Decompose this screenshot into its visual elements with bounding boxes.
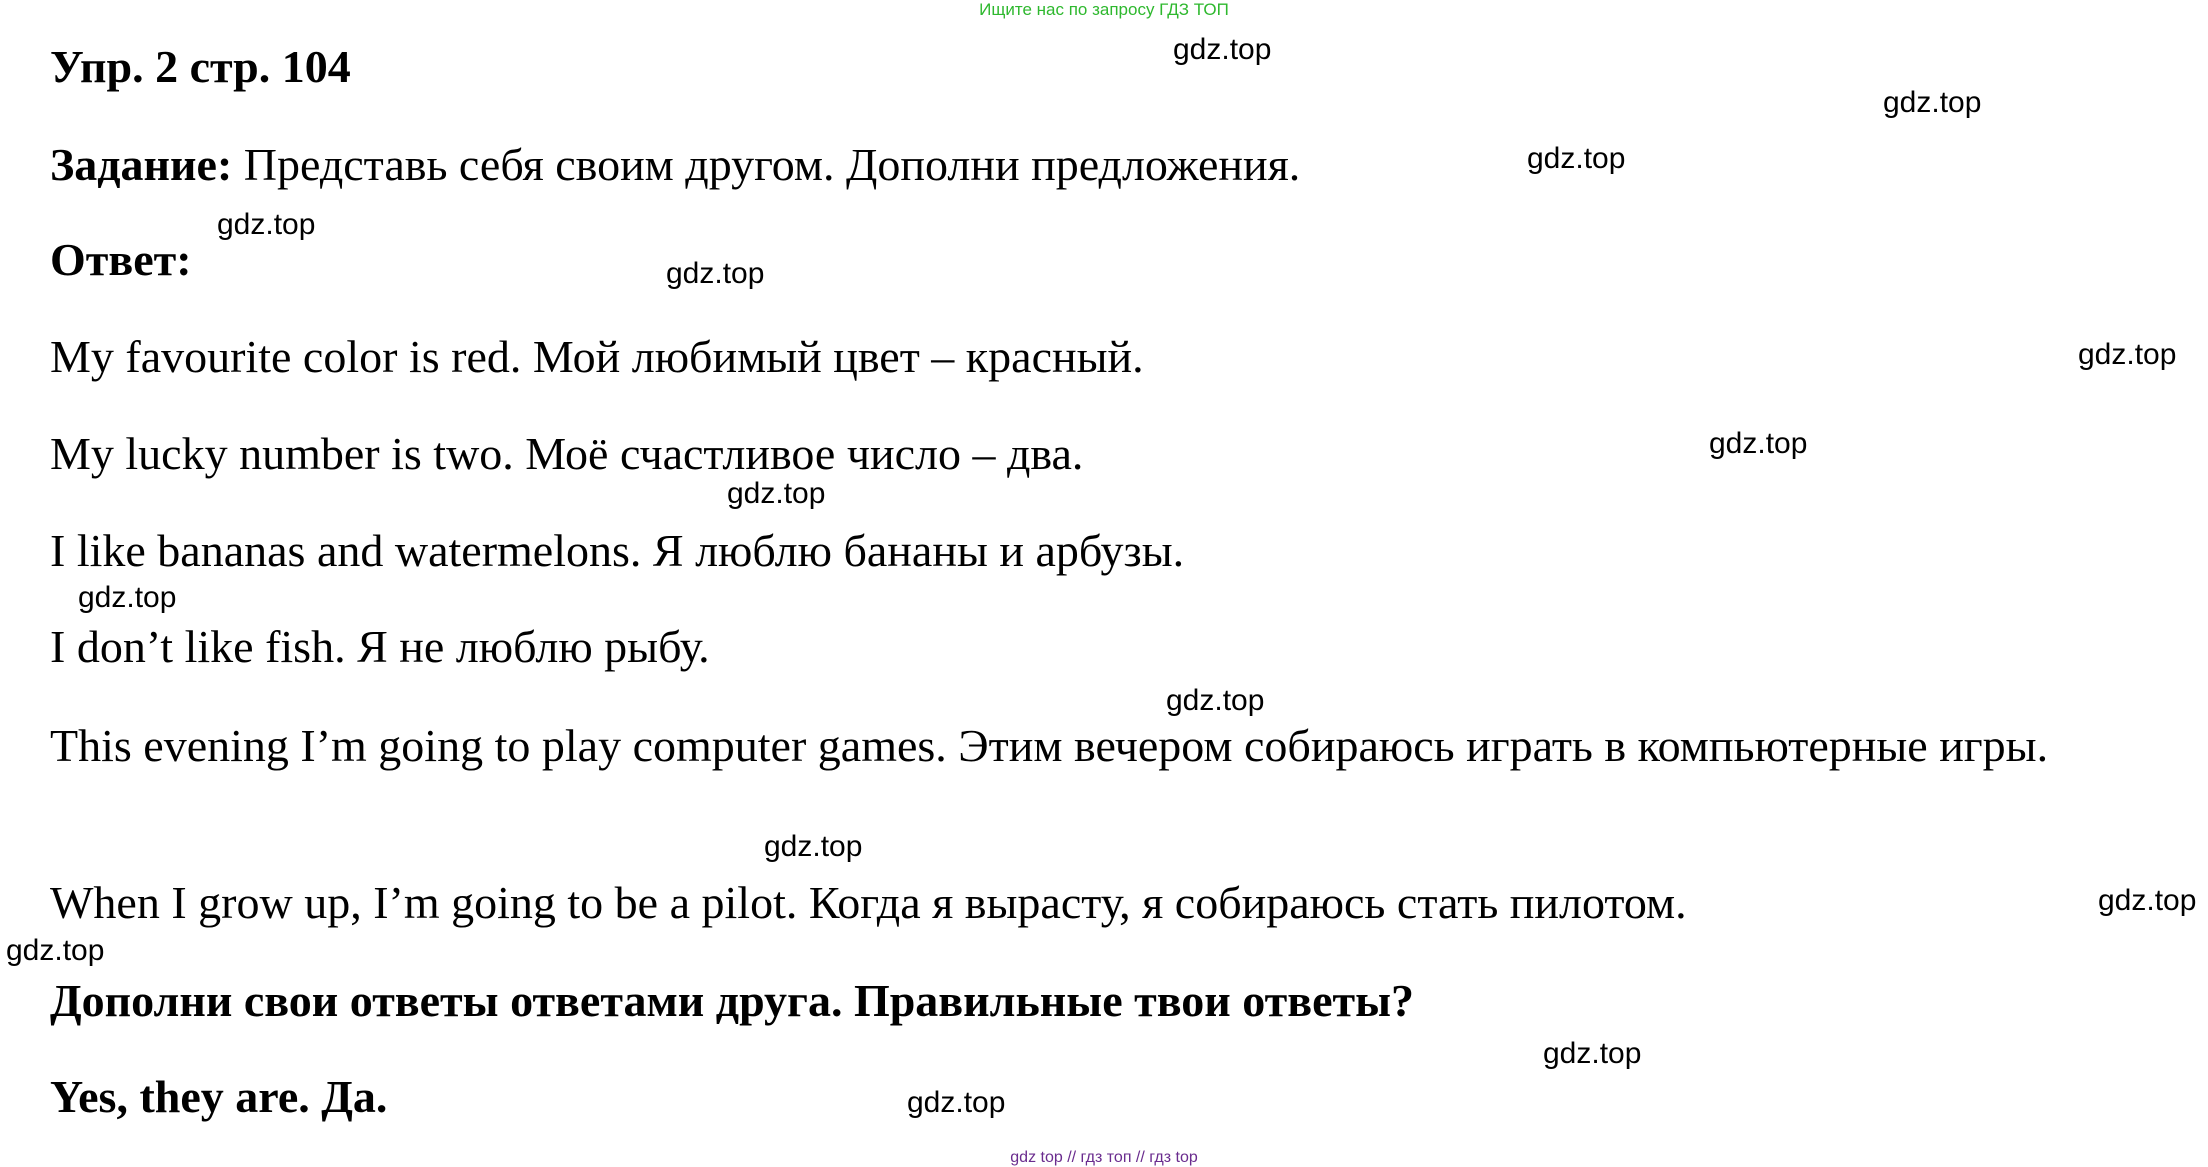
final-answer: Yes, they are. Да.	[50, 1071, 388, 1122]
sentence-5: This evening I’m going to play computer games. Этим вечером собираюсь играть в компьютерные игры.	[50, 720, 2049, 771]
footer: gdz top // гдз топ // гдз top	[1010, 1149, 1198, 1166]
watermark: gdz.top	[1543, 1037, 1642, 1070]
question: Дополни свои ответы ответами друга. Правильные твои ответы?	[50, 975, 1415, 1026]
watermark: gdz.top	[1883, 86, 1982, 119]
watermark: gdz.top	[666, 257, 765, 290]
watermark: gdz.top	[1527, 142, 1626, 175]
watermark: gdz.top	[907, 1086, 1006, 1119]
task-text: Представь себя своим другом. Дополни предложения.	[232, 139, 1301, 190]
answer-label: Ответ:	[50, 234, 192, 285]
page-title: Упр. 2 стр. 104	[50, 41, 351, 92]
watermark: gdz.top	[1173, 33, 1272, 66]
watermark: gdz.top	[764, 830, 863, 863]
watermark: gdz.top	[727, 477, 826, 510]
sentence-2: My lucky number is two. Моё счастливое число – два.	[50, 428, 1084, 479]
task-label: Задание:	[50, 139, 233, 190]
sentence-3: I like bananas and watermelons. Я люблю бананы и арбузы.	[50, 525, 1185, 576]
task-line	[50, 138, 1300, 192]
sentence-4: I don’t like fish. Я не люблю рыбу.	[50, 621, 710, 672]
sentence-1: My favourite color is red. Мой любимый цвет – красный.	[50, 331, 1144, 382]
watermark: gdz.top	[1166, 684, 1265, 717]
watermark: gdz.top	[2078, 338, 2177, 371]
watermark: gdz.top	[217, 208, 316, 241]
sentence-6: When I grow up, I’m going to be a pilot. Когда я вырасту, я собираюсь стать пилотом.	[50, 877, 1687, 928]
watermark: gdz.top	[1709, 427, 1808, 460]
watermark: gdz.top	[6, 934, 105, 967]
watermark: gdz.top	[78, 581, 177, 614]
top-banner: Ищите нас по запросу ГДЗ ТОП	[979, 0, 1229, 19]
watermark: gdz.top	[2098, 884, 2197, 917]
